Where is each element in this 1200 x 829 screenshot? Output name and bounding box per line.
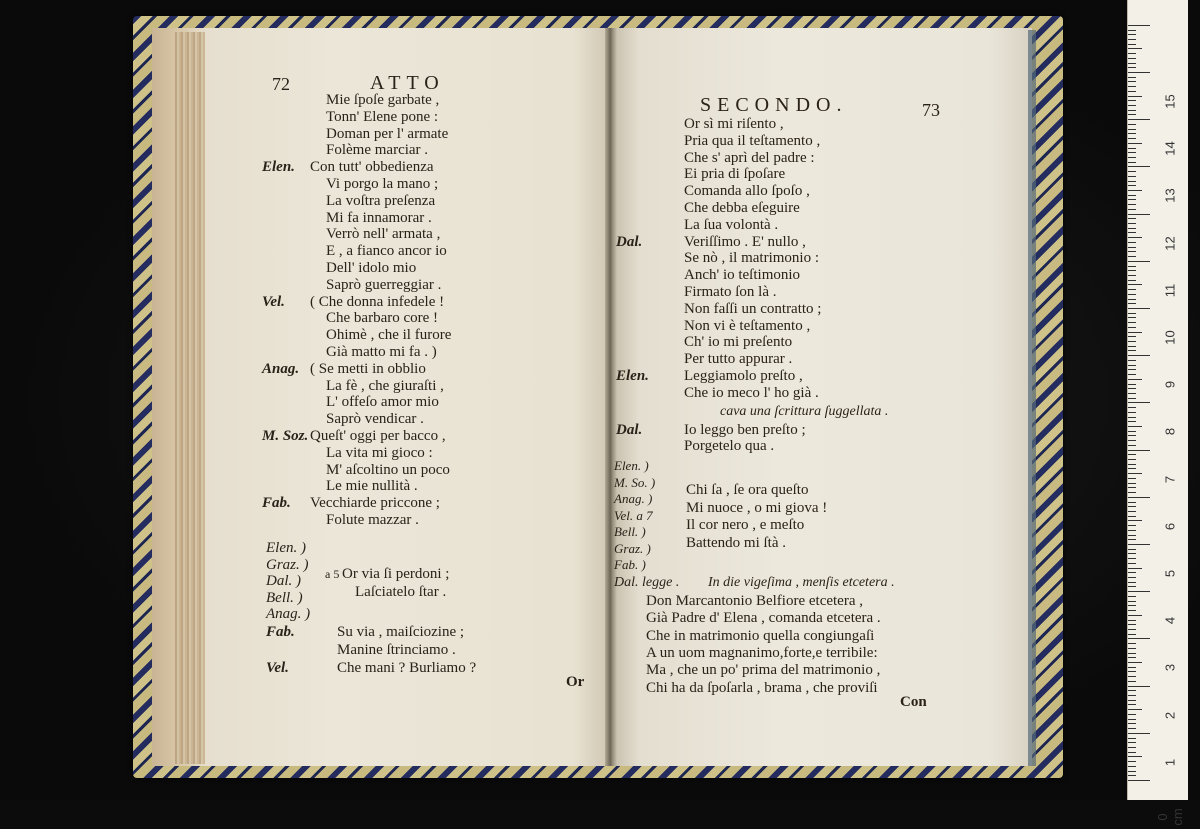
- ruler-tick: [1128, 733, 1150, 734]
- ruler-tick: [1128, 582, 1136, 583]
- ruler-tick: [1128, 162, 1136, 163]
- ruler-tick: [1128, 723, 1136, 724]
- ruler-tick: [1128, 143, 1142, 144]
- ruler-tick: [1128, 657, 1136, 658]
- ruler-label: 2: [1162, 711, 1178, 719]
- ruler-tick: [1128, 681, 1136, 682]
- ruler-tick: [1128, 497, 1150, 498]
- ruler-tick: [1128, 39, 1136, 40]
- ruler-tick: [1128, 317, 1136, 318]
- ruler-label: 8: [1162, 428, 1178, 436]
- verse-line: Manine ſtrinciamo .: [337, 642, 456, 658]
- ruler-tick: [1128, 299, 1136, 300]
- verse-line: E , a fianco ancor io: [326, 243, 447, 260]
- speaker-label: Vel.: [266, 660, 289, 676]
- ruler-label: 11: [1162, 283, 1178, 298]
- speaker-label: Elen.: [262, 159, 295, 176]
- ruler-tick: [1128, 256, 1136, 257]
- ruler-tick: [1128, 63, 1136, 64]
- ruler-tick: [1128, 700, 1136, 701]
- stage-direction: cava una ſcrittura ſuggellata .: [720, 403, 889, 419]
- ruler-tick: [1128, 775, 1136, 776]
- ruler-tick: [1128, 242, 1136, 243]
- verse-line: Or sì mi riſento ,: [684, 116, 784, 132]
- verse-line: Or via ſi perdoni ;: [342, 566, 450, 582]
- ruler-tick: [1128, 119, 1150, 120]
- ruler-tick: [1128, 214, 1150, 215]
- verse-line: Porgetelo qua .: [684, 438, 775, 455]
- ruler-tick: [1128, 133, 1136, 134]
- ruler-label: 7: [1162, 475, 1178, 483]
- right-page-number: 73: [922, 100, 940, 120]
- ruler-tick: [1128, 379, 1142, 380]
- verse-line: Laſciatelo ſtar .: [355, 584, 447, 600]
- verse-line: Già matto mi fa . ): [326, 344, 437, 360]
- ruler-tick: [1128, 747, 1136, 748]
- book-gutter: [605, 28, 617, 766]
- ruler-tick: [1128, 365, 1136, 366]
- ruler-tick: [1128, 780, 1150, 781]
- speaker-label: Dal.: [616, 233, 643, 250]
- verse-line: Io leggo ben preſto ;: [684, 421, 806, 438]
- prose-line: Già Padre d' Elena , comanda etcetera .: [646, 610, 881, 627]
- ruler-tick: [1128, 502, 1136, 503]
- ruler-tick: [1128, 369, 1136, 370]
- verse-line: Doman per l' armate: [326, 125, 449, 142]
- verse-line: L' offeſo amor mio: [326, 394, 439, 411]
- ensemble-speaker: Bell. ): [614, 524, 646, 539]
- ruler-label: 1: [1162, 758, 1178, 766]
- speaker-label: Fab.: [262, 495, 291, 512]
- ruler-tick: [1128, 129, 1136, 130]
- speaker-label: Dal.: [616, 421, 643, 438]
- ruler-tick: [1128, 591, 1150, 592]
- ruler-tick: [1128, 223, 1136, 224]
- speaker-label: Vel.: [262, 293, 285, 310]
- ruler-tick: [1128, 761, 1136, 762]
- ruler-tick: [1128, 327, 1136, 328]
- verse-line: Ei pria di ſpoſare: [684, 166, 786, 183]
- ruler-tick: [1128, 181, 1136, 182]
- verse-line: Ch' io mi preſento: [684, 334, 793, 351]
- speaker-label: Elen.: [616, 368, 649, 384]
- verse-line: Mi nuoce , o mi giova !: [686, 499, 828, 516]
- ruler-tick: [1128, 199, 1136, 200]
- ruler-tick: [1128, 393, 1136, 394]
- ruler-tick: [1128, 742, 1136, 743]
- verse-line: Folute mazzar .: [326, 512, 419, 528]
- ruler-label: 12: [1162, 235, 1178, 251]
- verse-line: Le mie nullità .: [326, 478, 418, 495]
- ruler-tick: [1128, 346, 1136, 347]
- verse-line: Chi ſa , ſe ora queſto: [686, 482, 809, 498]
- ruler-tick: [1128, 251, 1136, 252]
- ruler-tick: [1128, 91, 1136, 92]
- ruler-tick: [1128, 620, 1136, 621]
- verse-line: Che io meco l' ho già .: [684, 384, 819, 401]
- ruler-tick: [1128, 270, 1136, 271]
- verse-line: Ohimè , che il furore: [326, 327, 452, 344]
- ruler-tick: [1128, 686, 1150, 687]
- ruler-tick: [1128, 228, 1136, 229]
- ruler-tick: [1128, 558, 1136, 559]
- ruler-tick: [1128, 148, 1136, 149]
- ruler-tick: [1128, 468, 1136, 469]
- ruler-tick: [1128, 690, 1136, 691]
- ruler-tick: [1128, 714, 1136, 715]
- ruler-tick: [1128, 553, 1136, 554]
- ruler-tick: [1128, 671, 1136, 672]
- ruler-tick: [1128, 332, 1142, 333]
- ruler-tick: [1128, 53, 1136, 54]
- latin-heading: In die vigeſima , menſis etcetera .: [708, 575, 895, 590]
- ruler-tick: [1128, 464, 1136, 465]
- ruler-tick: [1128, 374, 1136, 375]
- ruler-label: 0 cm: [1155, 808, 1185, 826]
- ruler-tick: [1128, 709, 1142, 710]
- left-page-header: ATTO: [370, 72, 445, 94]
- page-edges: [175, 32, 205, 764]
- ruler-tick: [1128, 756, 1142, 757]
- ruler-tick: [1128, 275, 1136, 276]
- ruler-tick: [1128, 280, 1136, 281]
- verse-line: Che s' aprì del padre :: [684, 149, 815, 166]
- speaker-label: Fab.: [266, 624, 295, 640]
- ruler-tick: [1128, 96, 1142, 97]
- ruler-tick: [1128, 266, 1136, 267]
- verse-line: Con tutt' obbedienza: [310, 159, 434, 176]
- ruler-label: 9: [1162, 381, 1178, 389]
- ruler-tick: [1128, 86, 1136, 87]
- ruler-tick: [1128, 624, 1136, 625]
- ruler-tick: [1128, 284, 1142, 285]
- ruler-tick: [1128, 44, 1136, 45]
- ruler-tick: [1128, 237, 1142, 238]
- ruler-tick: [1128, 289, 1136, 290]
- ruler-tick: [1128, 360, 1136, 361]
- verse-line: Non vi è teſtamento ,: [684, 317, 811, 334]
- ruler-tick: [1128, 596, 1136, 597]
- verse-line: La voſtra preſenza: [326, 192, 436, 209]
- ruler-tick: [1128, 308, 1150, 309]
- verse-line: Non faſſi un contratto ;: [684, 300, 822, 317]
- ruler-tick: [1128, 752, 1136, 753]
- right-page-header: SECONDO.: [700, 94, 848, 116]
- ruler-tick: [1128, 77, 1136, 78]
- ruler-tick: [1128, 341, 1136, 342]
- ruler-label: 4: [1162, 617, 1178, 625]
- ensemble-speaker: Anag. ): [266, 606, 311, 622]
- ruler-tick: [1128, 336, 1136, 337]
- ruler-tick: [1128, 402, 1150, 403]
- prose-line: A un uom magnanimo,forte,e terribile:: [646, 644, 878, 661]
- verse-line: Mi fa innamorar .: [326, 209, 432, 226]
- ruler-tick: [1128, 525, 1136, 526]
- ruler-tick: [1128, 30, 1136, 31]
- ruler-tick: [1128, 398, 1136, 399]
- ensemble-speaker: Anag. ): [614, 491, 653, 506]
- ruler-tick: [1128, 261, 1150, 262]
- ruler-tick: [1128, 105, 1136, 106]
- ruler-tick: [1128, 771, 1136, 772]
- ruler-tick: [1128, 506, 1136, 507]
- ruler-tick: [1128, 572, 1136, 573]
- ruler-tick: [1128, 638, 1150, 639]
- verse-line: Che barbaro core !: [326, 310, 439, 327]
- ruler-tick: [1128, 110, 1136, 111]
- ruler-label: 13: [1162, 188, 1178, 204]
- verse-line: Leggiamolo preſto ,: [684, 368, 803, 384]
- ruler-tick: [1128, 350, 1136, 351]
- ruler-tick: [1128, 454, 1136, 455]
- cover-edge: [1028, 30, 1036, 766]
- ruler-tick: [1128, 81, 1136, 82]
- ruler-tick: [1128, 195, 1136, 196]
- verse-line: Se nò , il matrimonio :: [684, 250, 819, 267]
- verse-line: Comanda allo ſpoſo ,: [684, 183, 810, 200]
- verse-line: Saprò vendicar .: [326, 411, 424, 428]
- ruler-tick: [1128, 478, 1136, 479]
- speaker-label: Anag.: [262, 360, 300, 377]
- ruler-tick: [1128, 516, 1136, 517]
- verse-line: Saprò guerreggiar .: [326, 276, 442, 293]
- ruler-tick: [1128, 303, 1136, 304]
- ruler-tick: [1128, 232, 1136, 233]
- ruler-tick: [1128, 407, 1136, 408]
- verse-line: Per tutto appurar .: [684, 351, 793, 368]
- ruler-tick: [1128, 662, 1142, 663]
- ruler-tick: [1128, 209, 1136, 210]
- ruler-tick: [1128, 738, 1136, 739]
- ruler-tick: [1128, 615, 1142, 616]
- verse-line: La vita mi gioco :: [326, 444, 433, 461]
- ensemble-speaker: Dal. ): [266, 573, 301, 589]
- ruler-tick: [1128, 728, 1136, 729]
- ruler-tick: [1128, 483, 1136, 484]
- ruler-tick: [1128, 100, 1136, 101]
- ruler-tick: [1128, 124, 1136, 125]
- ensemble-speaker: Graz. ): [266, 556, 309, 573]
- ensemble-speaker: Fab. ): [614, 557, 646, 572]
- prose-line: Che in matrimonio quella congiungaſi: [646, 627, 875, 644]
- verse-line: Queſt' oggi per bacco ,: [310, 428, 446, 444]
- verse-line: Pria qua il teſtamento ,: [684, 132, 821, 149]
- verse-line: Firmato ſon là .: [684, 284, 777, 300]
- ruler-tick: [1128, 544, 1150, 545]
- ruler-tick: [1128, 511, 1136, 512]
- ruler-tick: [1128, 766, 1136, 767]
- verse-line: Dell' idolo mio: [326, 260, 417, 276]
- left-page-number: 72: [272, 74, 290, 94]
- ruler-tick: [1128, 610, 1136, 611]
- ruler-tick: [1128, 520, 1142, 521]
- ruler-tick: [1128, 313, 1136, 314]
- ruler-tick: [1128, 157, 1136, 158]
- ruler-tick: [1128, 577, 1136, 578]
- ruler-tick: [1128, 539, 1136, 540]
- ruler-tick: [1128, 247, 1136, 248]
- ruler-tick: [1128, 605, 1136, 606]
- prose-line: Don Marcantonio Belfiore etcetera ,: [646, 593, 863, 609]
- ruler-tick: [1128, 58, 1136, 59]
- ruler-tick: [1128, 676, 1136, 677]
- ruler-tick: [1128, 653, 1136, 654]
- ruler-tick: [1128, 166, 1150, 167]
- ruler-tick: [1128, 530, 1136, 531]
- verse-line: ( Che donna infedele !: [310, 293, 445, 310]
- ruler-tick: [1128, 445, 1136, 446]
- ruler-tick: [1128, 138, 1136, 139]
- verse-line: Veriſſimo . E' nullo ,: [684, 233, 806, 250]
- ruler-label: 10: [1162, 330, 1178, 345]
- catchword: Con: [900, 694, 927, 710]
- verse-line: Anch' io teſtimonio: [684, 267, 801, 284]
- ruler-tick: [1128, 322, 1136, 323]
- ruler-label: 3: [1162, 664, 1178, 672]
- ruler-tick: [1128, 440, 1136, 441]
- verse-line: Vi porgo la mano ;: [326, 176, 439, 192]
- verse-line: Che debba eſeguire: [684, 200, 800, 216]
- verse-line: La fè , che giuraſti ,: [326, 377, 444, 394]
- ruler-tick: [1128, 67, 1136, 68]
- ruler-tick: [1128, 152, 1136, 153]
- ruler-tick: [1128, 185, 1136, 186]
- ruler-tick: [1128, 204, 1136, 205]
- ensemble-speaker: Elen. ): [614, 458, 649, 473]
- ruler-tick: [1128, 667, 1136, 668]
- speaker-label: M. Soz.: [262, 428, 309, 444]
- verse-line: ( Se metti in obblio: [310, 360, 426, 377]
- ruler-tick: [1128, 25, 1150, 26]
- ensemble-speaker: Bell. ): [266, 589, 303, 606]
- verse-line: Folème marciar .: [326, 142, 429, 159]
- ruler-tick: [1128, 704, 1136, 705]
- ruler-tick: [1128, 535, 1136, 536]
- ruler-tick: [1128, 384, 1136, 385]
- ruler-tick: [1128, 695, 1136, 696]
- verse-line: M' aſcoltino un poco: [326, 461, 450, 478]
- ruler-tick: [1128, 114, 1136, 115]
- ruler-tick: [1128, 459, 1136, 460]
- prose-line: Chi ha da ſpoſarla , brama , che proviſi: [646, 679, 878, 696]
- ruler-tick: [1128, 435, 1136, 436]
- ensemble-speaker: Vel. a 7: [614, 507, 653, 523]
- speaker-label: Dal. legge .: [614, 575, 680, 590]
- ruler-tick: [1128, 176, 1136, 177]
- ruler-tick: [1128, 473, 1142, 474]
- ruler-tick: [1128, 648, 1136, 649]
- ruler-tick: [1128, 431, 1136, 432]
- ruler-tick: [1128, 48, 1142, 49]
- ruler-tick: [1128, 294, 1136, 295]
- ruler-tick: [1128, 426, 1142, 427]
- ruler-tick: [1128, 487, 1136, 488]
- ensemble-marker: a 5: [325, 567, 340, 581]
- ruler-label: 14: [1162, 141, 1178, 156]
- verse-line: Che mani ? Burliamo ?: [337, 660, 477, 676]
- ruler-tick: [1128, 72, 1150, 73]
- ruler-tick: [1128, 417, 1136, 418]
- ruler-tick: [1128, 171, 1136, 172]
- ruler-tick: [1128, 190, 1142, 191]
- ruler-tick: [1128, 601, 1136, 602]
- ruler-tick: [1128, 719, 1136, 720]
- ruler-tick: [1128, 549, 1136, 550]
- ruler-tick: [1128, 629, 1136, 630]
- ruler-tick: [1128, 355, 1150, 356]
- verse-line: La ſua volontà .: [684, 216, 779, 233]
- ruler-tick: [1128, 450, 1150, 451]
- verse-line: Vecchiarde priccone ;: [310, 495, 440, 512]
- ensemble-speaker: Elen. ): [266, 540, 306, 556]
- verse-line: Mie ſpoſe garbate ,: [326, 92, 440, 108]
- ruler-tick: [1128, 34, 1136, 35]
- ruler-label: 6: [1162, 522, 1178, 530]
- measurement-ruler: [1127, 0, 1188, 826]
- prose-line: Ma , che un po' prima del matrimonio ,: [646, 662, 881, 679]
- ruler-tick: [1128, 412, 1136, 413]
- ensemble-speaker: M. So. ): [614, 474, 656, 490]
- ruler-label: 15: [1162, 94, 1178, 109]
- ruler-tick: [1128, 218, 1136, 219]
- ruler-label: 5: [1162, 569, 1178, 578]
- ruler-tick: [1128, 634, 1136, 635]
- ruler-tick: [1128, 586, 1136, 587]
- ruler-tick: [1128, 421, 1136, 422]
- verse-line: Tonn' Elene pone :: [326, 108, 439, 125]
- verse-line: Battendo mi ſtà .: [686, 534, 786, 551]
- ruler-tick: [1128, 563, 1136, 564]
- verse-line: Il cor nero , e meſto: [686, 517, 805, 533]
- ruler-tick: [1128, 568, 1142, 569]
- verse-line: Verrò nell' armata ,: [326, 226, 441, 243]
- ruler-tick: [1128, 643, 1136, 644]
- catchword: Or: [566, 674, 585, 690]
- ruler-tick: [1128, 388, 1136, 389]
- ensemble-speaker: Graz. ): [614, 540, 651, 556]
- verse-line: Su via , maiſciozine ;: [337, 624, 465, 640]
- ruler-tick: [1128, 492, 1136, 493]
